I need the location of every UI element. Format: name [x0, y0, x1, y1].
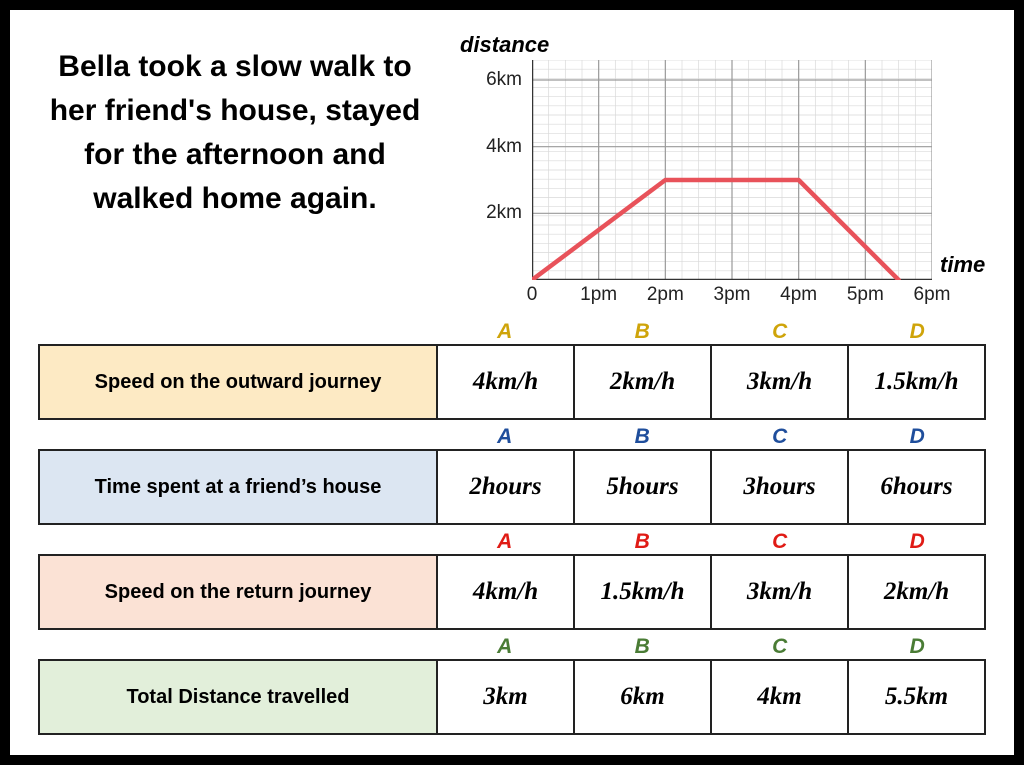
answer-row [38, 449, 986, 525]
x-tick-label: 4pm [780, 284, 818, 305]
option-letters [10, 320, 1014, 344]
option-letter: D [909, 425, 925, 448]
x-tick-label: 5pm [846, 284, 884, 305]
option-cell[interactable]: 4km [712, 661, 849, 733]
option-letter: B [634, 530, 650, 553]
option-letter: A [497, 530, 513, 553]
row-label: Speed on the outward journey [40, 346, 438, 418]
option-cell[interactable]: 2km/h [575, 346, 712, 418]
option-cell[interactable]: 3km/h [712, 346, 849, 418]
y-tick-label: 4km [486, 135, 522, 157]
option-cell[interactable]: 3hours [712, 451, 849, 523]
x-tick-label: 1pm [580, 284, 618, 305]
option-cell[interactable]: 4km/h [438, 556, 575, 628]
answer-row-group [10, 320, 1014, 420]
option-cell[interactable]: 4km/h [438, 346, 575, 418]
option-letter: D [909, 530, 925, 553]
x-tick-label: 3pm [713, 284, 751, 305]
option-cell[interactable]: 3km [438, 661, 575, 733]
answer-options-table [10, 320, 1014, 740]
distance-time-chart [440, 20, 1010, 315]
option-letter: C [772, 530, 788, 553]
x-tick-label: 6pm [913, 284, 951, 305]
option-letters [10, 530, 1014, 554]
answer-row-group [10, 530, 1014, 630]
row-label: Speed on the return journey [40, 556, 438, 628]
option-cell[interactable]: 2hours [438, 451, 575, 523]
y-axis-label: distance [460, 32, 550, 57]
top-section [10, 10, 1014, 320]
option-letter: A [497, 635, 513, 658]
option-letter: B [634, 425, 650, 448]
question-prompt: Bella took a slow walk to her friend's house, stayed for the afternoon and walked home again. [49, 50, 421, 216]
option-letter: C [772, 635, 788, 658]
option-cell[interactable]: 5hours [575, 451, 712, 523]
answer-row [38, 344, 986, 420]
x-tick-label: 2pm [646, 284, 684, 305]
worksheet-page [10, 10, 1014, 755]
option-cell[interactable]: 5.5km [884, 683, 949, 710]
option-letter: C [772, 320, 788, 343]
x-axis-label: time [940, 252, 986, 277]
y-tick-label: 6km [486, 69, 522, 90]
option-cell[interactable]: 2km/h [883, 578, 950, 605]
option-letter: B [634, 635, 650, 658]
option-letters [10, 635, 1014, 659]
option-letters [10, 425, 1014, 449]
option-letter: D [909, 320, 925, 343]
option-cell[interactable]: 6hours [880, 473, 953, 500]
option-cell[interactable]: 3km/h [712, 556, 849, 628]
option-letter: A [497, 425, 513, 448]
option-letter: C [772, 425, 788, 448]
option-letter: D [909, 635, 925, 658]
option-letter: A [497, 320, 513, 343]
row-label: Total Distance travelled [40, 661, 438, 733]
plot-area [532, 60, 932, 280]
y-tick-label: 2km [486, 202, 522, 224]
option-cell[interactable]: 1.5km/h [874, 368, 959, 395]
answer-row-group [10, 635, 1014, 735]
answer-row [38, 554, 986, 630]
row-label: Time spent at a friend’s house [40, 451, 438, 523]
answer-row [38, 659, 986, 735]
option-cell[interactable]: 1.5km/h [575, 556, 712, 628]
answer-row-group [10, 425, 1014, 525]
option-cell[interactable]: 6km [575, 661, 712, 733]
option-letter: B [634, 320, 650, 343]
x-tick-label: 0 [526, 284, 538, 305]
